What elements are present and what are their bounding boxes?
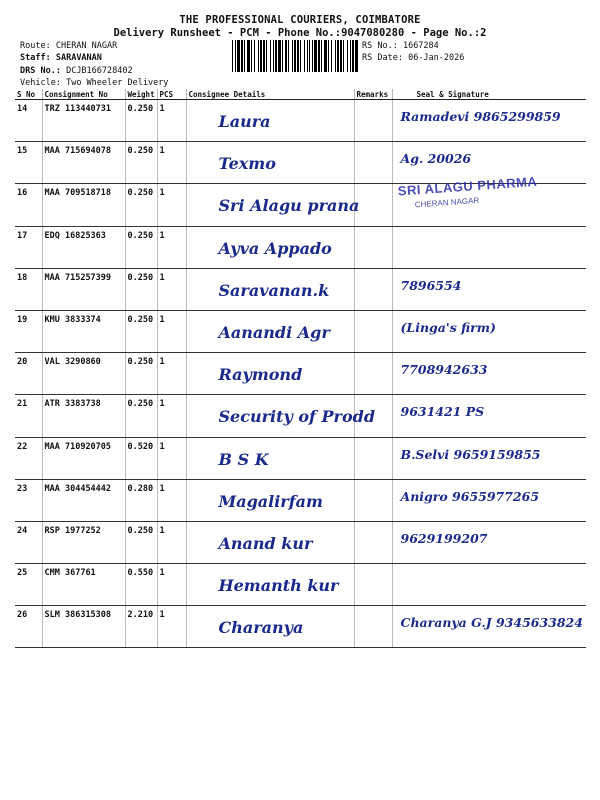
route-value: CHERAN NAGAR [55, 41, 118, 51]
cell-remarks [354, 606, 392, 648]
cell-weight [125, 310, 157, 352]
cell-seal [392, 479, 586, 521]
cell-seal-text: 7708942633 [400, 362, 488, 378]
cell-pcs [157, 564, 186, 606]
table-row [15, 100, 586, 142]
cell-weight-text: 0.250 [127, 525, 154, 536]
header-weight: Weight [125, 89, 157, 100]
barcode-bar [355, 40, 358, 72]
rs-label: RS No.: [362, 41, 398, 51]
cell-weight-text: 0.520 [127, 441, 154, 452]
cell-weight-text: 0.250 [127, 230, 154, 241]
cell-consignee-text: B S K [218, 449, 269, 469]
cell-weight-text: 0.280 [127, 483, 154, 494]
cell-weight-text: 0.250 [127, 357, 154, 368]
cell-consignee-text: Anand kur [218, 533, 313, 553]
cell-weight-text: 0.250 [127, 104, 154, 114]
header-sno: S No [15, 89, 42, 100]
cell-consignment [42, 479, 125, 521]
cell-weight-text: 0.550 [127, 568, 154, 579]
cell-consignee [186, 479, 354, 521]
table-row [15, 606, 586, 648]
cell-pcs-text: 1 [159, 146, 165, 157]
drs-value: DCJB166728402 [66, 66, 133, 76]
cell-sno-text: 15 [17, 146, 28, 157]
cell-consignment [42, 437, 125, 479]
header-seal: Seal & Signature [392, 89, 586, 100]
cell-pcs-text: 1 [159, 441, 165, 452]
cell-remarks [354, 564, 392, 606]
document-subtitle: Delivery Runsheet - PCM - Phone No.:9047080280 - Page No.:2 [113, 27, 487, 39]
cell-consignment [42, 310, 125, 352]
cell-pcs-text: 1 [159, 314, 165, 325]
cell-sno-text: 24 [17, 525, 28, 536]
barcode-bar [324, 40, 327, 72]
cell-consignment-text: MAA 710920705 [44, 441, 112, 452]
cell-sno [15, 268, 42, 310]
table-row [15, 310, 586, 352]
pharma-stamp [373, 171, 583, 267]
cell-weight [125, 479, 157, 521]
cell-seal-text: 7896554 [400, 277, 462, 293]
document-title: THE PROFESSIONAL COURIERS, COIMBATORE [179, 14, 421, 26]
barcode-bar [294, 40, 296, 72]
cell-remarks [354, 437, 392, 479]
cell-consignment-text: TRZ 113440731 [44, 104, 112, 114]
cell-consignment [42, 184, 125, 226]
cell-consignment [42, 226, 125, 268]
barcode-bar [273, 40, 274, 72]
cell-remarks [354, 521, 392, 563]
cell-consignment [42, 142, 125, 184]
cell-seal-text: Anigro 9655977265 [400, 488, 540, 504]
cell-sno-text: 16 [17, 188, 28, 199]
cell-sno [15, 437, 42, 479]
cell-seal [392, 606, 586, 648]
cell-seal [392, 521, 586, 563]
cell-pcs [157, 268, 186, 310]
cell-weight [125, 268, 157, 310]
cell-consignee [186, 184, 360, 226]
cell-seal-text: 9631421 PS [400, 404, 485, 420]
barcode-bar [312, 40, 313, 72]
cell-pcs-text: 1 [159, 104, 165, 114]
cell-consignee [186, 606, 354, 648]
cell-consignment-text: SLM 386315308 [44, 610, 112, 621]
cell-sno [15, 395, 42, 437]
cell-pcs-text: 1 [159, 525, 165, 536]
barcode-bar [278, 40, 281, 72]
cell-pcs [157, 310, 186, 352]
cell-pcs-text: 1 [159, 399, 165, 410]
cell-seal [392, 437, 586, 479]
cell-consignee-text: Aanandi Agr [218, 322, 330, 342]
cell-consignment [42, 100, 125, 142]
cell-consignee [186, 353, 354, 395]
cell-seal [392, 100, 586, 142]
cell-pcs-text: 1 [159, 272, 165, 283]
cell-seal [392, 395, 586, 437]
cell-consignment-text: MAA 709518718 [44, 188, 112, 199]
barcode-bar [347, 40, 348, 72]
cell-consignee [186, 142, 354, 184]
table-row [15, 521, 586, 563]
rs-line [362, 41, 439, 51]
barcode-bar [318, 40, 320, 72]
barcode-bar [335, 40, 336, 72]
cell-pcs-text: 1 [159, 610, 165, 621]
cell-consignee [186, 521, 354, 563]
cell-seal-text: (Linga's firm) [400, 319, 496, 335]
cell-consignment-text: EDQ 16825363 [44, 230, 106, 241]
cell-remarks [354, 353, 392, 395]
rs-date-label: RS Date: [362, 53, 403, 63]
cell-weight-text: 0.250 [127, 146, 154, 157]
cell-sno [15, 564, 42, 606]
table-row [15, 564, 586, 606]
cell-consignment-text: VAL 3290860 [44, 357, 101, 368]
cell-sno-text: 19 [17, 314, 28, 325]
cell-pcs [157, 395, 186, 437]
cell-pcs [157, 437, 186, 479]
barcode-bar [314, 40, 317, 72]
cell-sno [15, 184, 42, 226]
barcode-bar [331, 40, 332, 72]
barcode-bar [321, 40, 322, 72]
cell-weight [125, 100, 157, 142]
barcode-bar [235, 40, 236, 72]
cell-remarks [354, 479, 392, 521]
header-pcs: PCS [157, 89, 186, 100]
cell-weight-text: 2.210 [127, 610, 154, 621]
cell-consignee-text: Charanya [218, 618, 304, 638]
cell-sno-text: 23 [17, 483, 28, 494]
barcode-bar [266, 40, 267, 72]
table-row [15, 353, 586, 395]
cell-weight [125, 521, 157, 563]
cell-pcs-text: 1 [159, 230, 165, 241]
cell-sno [15, 142, 42, 184]
cell-consignment [42, 395, 125, 437]
cell-consignee-text: Laura [218, 112, 271, 131]
cell-pcs-text: 1 [159, 357, 165, 368]
header-consignment: Consignment No [42, 89, 125, 100]
cell-pcs [157, 521, 186, 563]
barcode-bar [337, 40, 339, 72]
cell-consignee-text: Hemanth kur [218, 576, 339, 596]
barcode-bar [304, 40, 305, 72]
barcode-bar [309, 40, 310, 72]
cell-sno [15, 606, 42, 648]
vehicle-label: Vehicle: [20, 78, 61, 88]
cell-weight-text: 0.250 [127, 314, 154, 325]
cell-consignee-text: Magalirfam [218, 491, 323, 511]
barcode-bar [254, 40, 255, 72]
barcode-bar [343, 40, 344, 72]
cell-consignee [186, 564, 354, 606]
cell-consignment [42, 521, 125, 563]
cell-weight [125, 353, 157, 395]
cell-consignment-text: ATR 3383738 [44, 399, 101, 410]
cell-consignment [42, 606, 125, 648]
stamp-line1: SRI ALAGU PHARMA [397, 173, 538, 199]
cell-seal-text: Ag. 20026 [400, 151, 472, 167]
cell-seal-text: Charanya G.J 9345633824 [400, 615, 583, 631]
cell-seal [392, 310, 586, 352]
barcode-bar [340, 40, 342, 72]
cell-weight [125, 184, 157, 226]
rs-date-line [362, 53, 464, 63]
cell-pcs [157, 142, 186, 184]
cell-consignment-text: CMM 367761 [44, 568, 96, 579]
cell-consignee-text: Saravanan.k [218, 280, 330, 300]
cell-sno [15, 100, 42, 142]
cell-consignee-text: Ayva Appado [218, 238, 332, 258]
cell-sno-text: 22 [17, 441, 28, 452]
staff-line [20, 53, 102, 63]
cell-remarks [354, 268, 392, 310]
barcode-bar [352, 40, 354, 72]
cell-consignee [186, 268, 354, 310]
cell-consignment [42, 353, 125, 395]
cell-pcs [157, 606, 186, 648]
cell-weight-text: 0.250 [127, 188, 154, 199]
barcode-bar [244, 40, 245, 72]
barcode-bar [241, 40, 243, 72]
rs-value: 1667284 [402, 41, 439, 51]
cell-consignee [186, 395, 376, 437]
barcode-bar [258, 40, 259, 72]
barcode-bar [251, 40, 252, 72]
cell-consignee [186, 437, 354, 479]
barcode-bar [328, 40, 329, 72]
barcode-bar [260, 40, 262, 72]
cell-sno [15, 353, 42, 395]
route-line [20, 41, 117, 51]
cell-consignment-text: MAA 304454442 [44, 483, 112, 494]
cell-pcs [157, 479, 186, 521]
table-row [15, 395, 586, 437]
cell-consignee-text: Sri Alagu prana [218, 196, 360, 216]
cell-consignment-text: KMU 3833374 [44, 314, 101, 325]
barcode-bar [288, 40, 289, 72]
cell-consignee [186, 310, 354, 352]
cell-consignee-text: Texmo [218, 154, 276, 174]
cell-weight [125, 142, 157, 184]
barcode-bar [275, 40, 277, 72]
barcode-bar [307, 40, 308, 72]
vehicle-value: Two Wheeler Delivery [66, 78, 169, 88]
runsheet-table [15, 89, 586, 648]
barcode-bar [282, 40, 283, 72]
cell-consignee-text: Security of Prodd [218, 407, 376, 427]
cell-sno-text: 18 [17, 272, 28, 283]
cell-consignee [186, 226, 354, 268]
barcode-bar [247, 40, 250, 72]
cell-seal-text: B.Selvi 9659159855 [400, 446, 541, 462]
cell-sno-text: 14 [17, 104, 28, 114]
cell-sno-text: 21 [17, 399, 28, 410]
staff-value: SARAVANAN [55, 53, 102, 63]
stamp-line2: CHERAN NAGAR [414, 195, 480, 210]
barcode-bar [297, 40, 299, 72]
cell-weight [125, 395, 157, 437]
staff-label: Staff: [20, 53, 51, 63]
cell-sno [15, 226, 42, 268]
cell-remarks [354, 310, 392, 352]
cell-weight [125, 606, 157, 648]
cell-remarks [354, 100, 392, 142]
cell-remarks [354, 142, 392, 184]
header-consignee: Consignee Details [186, 89, 354, 100]
barcode-bar [300, 40, 301, 72]
barcode-bar [350, 40, 351, 72]
barcode-bar [285, 40, 287, 72]
cell-pcs [157, 184, 186, 226]
drs-line [20, 66, 133, 76]
cell-consignment-text: RSP 1977252 [44, 525, 101, 536]
barcode-bar [270, 40, 271, 72]
cell-weight [125, 437, 157, 479]
drs-label: DRS No.: [20, 66, 61, 76]
cell-consignment [42, 268, 125, 310]
barcode [232, 40, 358, 72]
cell-consignment-text: MAA 715694078 [44, 146, 112, 157]
barcode-bar [292, 40, 293, 72]
barcode-bar [232, 40, 233, 72]
cell-seal-text: 9629199207 [400, 530, 488, 546]
vehicle-line [20, 78, 168, 88]
cell-sno-text: 17 [17, 230, 28, 241]
cell-seal-text: Ramadevi 9865299859 [400, 109, 561, 124]
cell-sno [15, 521, 42, 563]
table-row [15, 437, 586, 479]
barcode-bar [237, 40, 240, 72]
cell-pcs-text: 1 [159, 483, 165, 494]
cell-weight [125, 226, 157, 268]
cell-consignment-text: MAA 715257399 [44, 272, 112, 283]
cell-sno [15, 310, 42, 352]
table-header-row [15, 89, 586, 100]
cell-seal [392, 268, 586, 310]
cell-consignee-text: Raymond [218, 365, 303, 385]
table-row [15, 268, 586, 310]
cell-consignment [42, 564, 125, 606]
cell-sno-text: 20 [17, 357, 28, 368]
table-row [15, 479, 586, 521]
cell-weight [125, 564, 157, 606]
route-label: Route: [20, 41, 51, 51]
cell-pcs-text: 1 [159, 188, 165, 199]
cell-weight-text: 0.250 [127, 399, 154, 410]
cell-seal [392, 353, 586, 395]
barcode-bar [263, 40, 265, 72]
cell-sno-text: 25 [17, 568, 28, 579]
cell-seal [392, 564, 586, 606]
cell-sno [15, 479, 42, 521]
cell-consignee [186, 100, 354, 142]
cell-weight-text: 0.250 [127, 272, 154, 283]
cell-pcs [157, 353, 186, 395]
cell-sno-text: 26 [17, 610, 28, 621]
cell-pcs [157, 100, 186, 142]
cell-pcs-text: 1 [159, 568, 165, 579]
rs-date-value: 06-Jan-2026 [408, 53, 465, 63]
cell-pcs [157, 226, 186, 268]
header-remarks: Remarks [354, 89, 392, 100]
